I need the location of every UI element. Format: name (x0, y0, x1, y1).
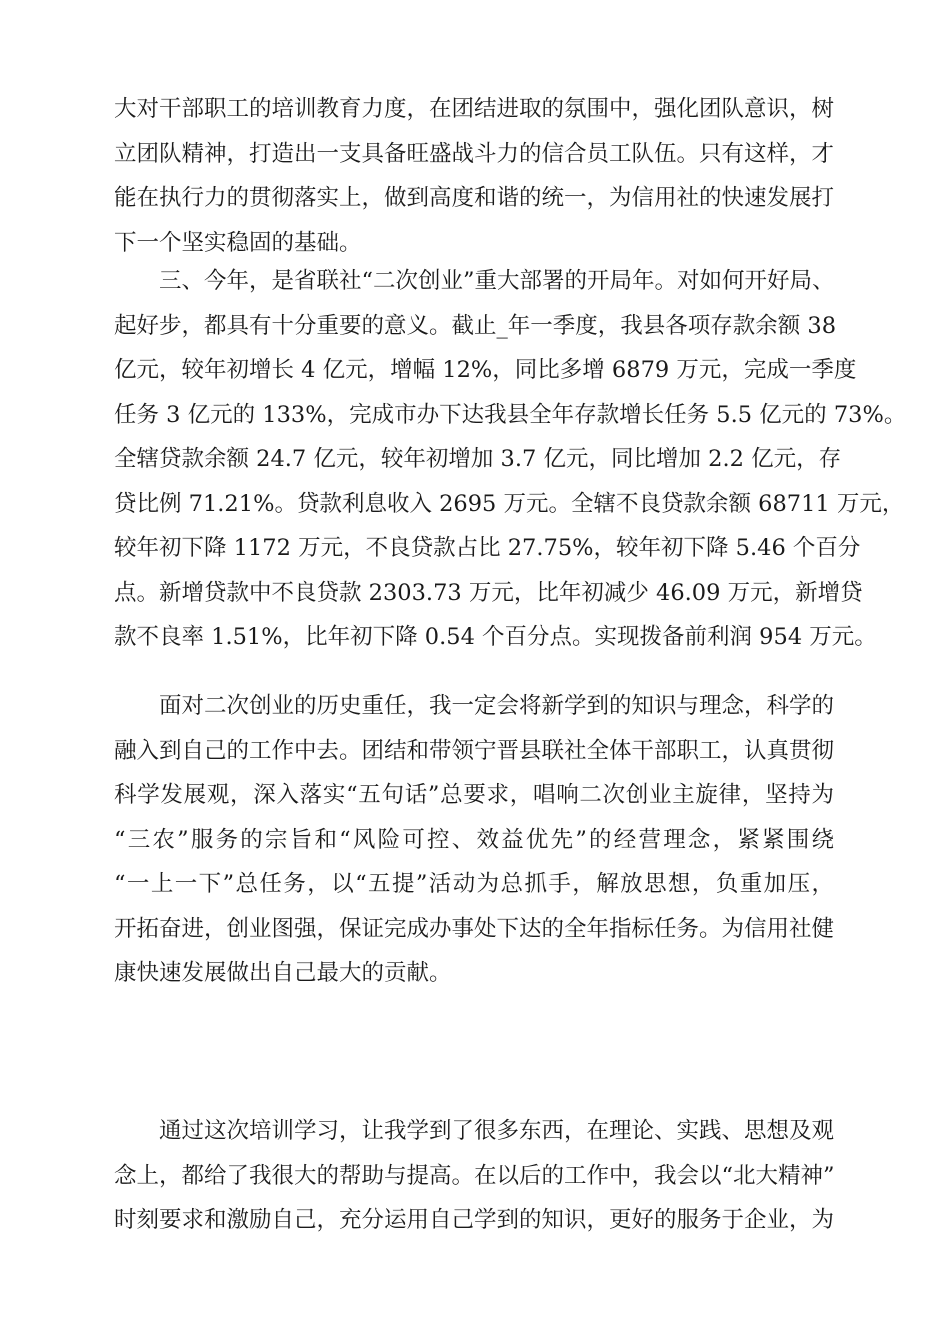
paragraph-line: 能在执行力的贯彻落实上，做到高度和谐的统一，为信用社的快速发展打 (114, 185, 835, 211)
paragraph-line: 下一个坚实稳固的基础。 (114, 229, 362, 256)
paragraph-line: 点。新增贷款中不良贷款 2303.73 万元，比年初减少 46.09 万元，新增贷 (114, 579, 863, 606)
paragraph-line: “三农”服务的宗旨和“风险可控、效益优先”的经营理念，紧紧围绕 (114, 826, 834, 853)
paragraph-line: 起好步，都具有十分重要的意义。截止_年一季度，我县各项存款余额 38 (114, 312, 837, 339)
paragraph-line: 念上，都给了我很大的帮助与提高。在以后的工作中，我会以“北大精神” (114, 1162, 835, 1189)
paragraph-line: 康快速发展做出自己最大的贡献。 (114, 960, 452, 986)
paragraph-line: 科学发展观，深入落实“五句话”总要求，唱响二次创业主旋律，坚持为 (114, 782, 834, 808)
paragraph-line: 亿元，较年初增长 4 亿元，增幅 12%，同比多增 6879 万元，完成一季度 (114, 357, 857, 383)
paragraph-line: “一上一下”总任务，以“五提”活动为总抓手，解放思想，负重加压， (114, 871, 834, 897)
paragraph-line: 任务 3 亿元的 133%，完成市办下达我县全年存款增长任务 5.5 亿元的 73%。 (114, 401, 907, 428)
paragraph-line: 三、今年，是省联社“二次创业”重大部署的开局年。对如何开好局、 (159, 268, 835, 294)
paragraph-line: 全辖贷款余额 24.7 亿元，较年初增加 3.7 亿元，同比增加 2.2 亿元，存 (114, 446, 842, 472)
paragraph-line: 通过这次培训学习，让我学到了很多东西，在理论、实践、思想及观 (159, 1118, 835, 1144)
paragraph-line: 大对干部职工的培训教育力度，在团结进取的氛围中，强化团队意识，树 (114, 96, 835, 122)
paragraph-line: 融入到自己的工作中去。团结和带领宁晋县联社全体干部职工，认真贯彻 (114, 737, 835, 764)
paragraph-line: 面对二次创业的历史重任，我一定会将新学到的知识与理念，科学的 (159, 693, 835, 719)
paragraph-line: 时刻要求和激励自己，充分运用自己学到的知识，更好的服务于企业，为 (114, 1207, 835, 1233)
paragraph-line: 较年初下降 1172 万元，不良贷款占比 27.75%，较年初下降 5.46 个百分 (114, 535, 861, 561)
paragraph-line: 款不良率 1.51%，比年初下降 0.54 个百分点。实现拨备前利润 954 万元。 (114, 624, 877, 650)
paragraph-line: 立团队精神，打造出一支具备旺盛战斗力的信合员工队伍。只有这样，才 (114, 140, 835, 167)
paragraph-line: 开拓奋进，创业图强，保证完成办事处下达的全年指标任务。为信用社健 (114, 915, 835, 942)
paragraph-line: 贷比例 71.21%。贷款利息收入 2695 万元。全辖不良贷款余额 68711 万元， (114, 490, 905, 517)
